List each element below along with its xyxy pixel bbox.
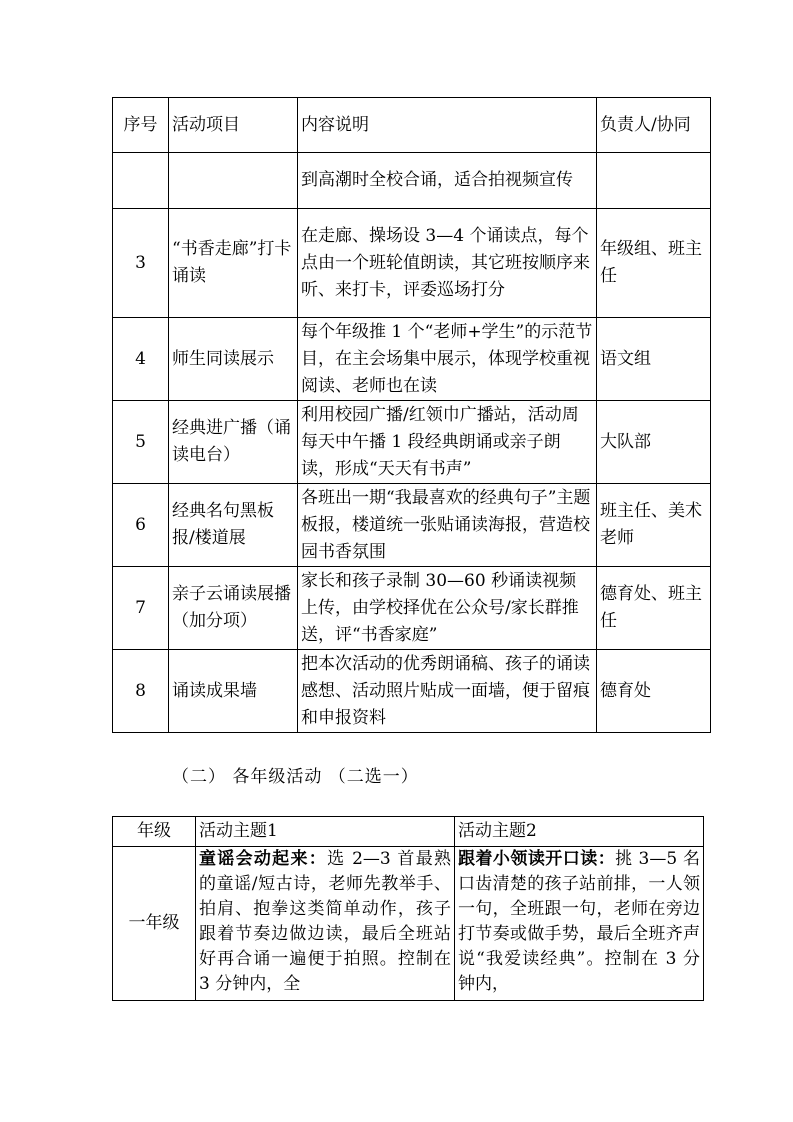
cell-theme1 xyxy=(196,847,455,1001)
theme1-title: 童谣会动起来： xyxy=(199,849,328,869)
table-row xyxy=(113,650,711,733)
theme1-text: 选 2—3 首最熟的童谣/短古诗，老师先教举手、拍肩、抱拳这类简单动作，孩子跟着节奏边做边读，最后全班站好再合诵一遍便于拍照。控制在 3 分钟内，全 xyxy=(199,849,451,994)
header-content: 内容说明 xyxy=(298,98,597,153)
header-activity: 活动项目 xyxy=(169,98,298,153)
cell-content: 家长和孩子录制 30—60 秒诵读视频上传，由学校择优在公众号/家长群推送，评“书香家庭” xyxy=(298,567,597,650)
section-title: （二） 各年级活动 （二选一） xyxy=(172,767,419,787)
theme2-text: 挑 3—5 名口齿清楚的孩子站前排，一人领一句，全班跟一句，老师在旁边打节奏或做手势，最后全班齐声说“我爱读经典”。控制在 3 分钟内， xyxy=(458,849,700,994)
table-row xyxy=(113,401,711,484)
cell-owner: 年级组、班主任 xyxy=(597,209,711,318)
cell-owner: 班主任、美术老师 xyxy=(597,484,711,567)
header-theme2: 活动主题2 xyxy=(455,817,704,847)
cell-owner: 语文组 xyxy=(597,318,711,401)
cell-activity: 亲子云诵读展播（加分项） xyxy=(169,567,298,650)
header-grade: 年级 xyxy=(113,817,196,847)
cell-theme2 xyxy=(455,847,704,1001)
cell-activity: 经典名句黑板报/楼道展 xyxy=(169,484,298,567)
cell-content: 在走廊、操场设 3—4 个诵读点，每个点由一个班轮值朗读，其它班按顺序来听、来打卡，评委巡场打分 xyxy=(298,209,597,318)
cell-activity: “书香走廊”打卡诵读 xyxy=(169,209,298,318)
cell-number: 8 xyxy=(113,650,169,733)
table-row xyxy=(113,847,704,1001)
grade-activity-table xyxy=(112,816,704,1001)
table-row xyxy=(113,209,711,318)
cell-owner xyxy=(597,153,711,209)
header-owner: 负责人/协同 xyxy=(597,98,711,153)
table-row xyxy=(113,567,711,650)
cell-number: 4 xyxy=(113,318,169,401)
cell-owner: 大队部 xyxy=(597,401,711,484)
cell-activity: 经典进广播（诵读电台） xyxy=(169,401,298,484)
cell-content: 每个年级推 1 个“老师+学生”的示范节目，在主会场集中展示，体现学校重视阅读、老师也在读 xyxy=(298,318,597,401)
table-row xyxy=(113,318,711,401)
header-number: 序号 xyxy=(113,98,169,153)
table-header-row xyxy=(113,817,704,847)
cell-number xyxy=(113,153,169,209)
cell-grade: 一年级 xyxy=(113,847,196,1001)
cell-content: 利用校园广播/红领巾广播站，活动周每天中午播 1 段经典朗诵或亲子朗读，形成“天天有书声” xyxy=(298,401,597,484)
header-theme1: 活动主题1 xyxy=(196,817,455,847)
cell-number: 7 xyxy=(113,567,169,650)
activity-table xyxy=(112,97,711,733)
cell-content: 把本次活动的优秀朗诵稿、孩子的诵读感想、活动照片贴成一面墙，便于留痕和申报资料 xyxy=(298,650,597,733)
cell-number: 5 xyxy=(113,401,169,484)
cell-content: 各班出一期“我最喜欢的经典句子”主题板报，楼道统一张贴诵读海报，营造校园书香氛围 xyxy=(298,484,597,567)
cell-content: 到高潮时全校合诵，适合拍视频宣传 xyxy=(298,153,597,209)
cell-activity xyxy=(169,153,298,209)
cell-activity: 诵读成果墙 xyxy=(169,650,298,733)
table-header-row xyxy=(113,98,711,153)
cell-activity: 师生同读展示 xyxy=(169,318,298,401)
cell-number: 3 xyxy=(113,209,169,318)
cell-number: 6 xyxy=(113,484,169,567)
cell-owner: 德育处、班主任 xyxy=(597,567,711,650)
theme2-title: 跟着小领读开口读： xyxy=(458,849,616,869)
table-row xyxy=(113,484,711,567)
cell-owner: 德育处 xyxy=(597,650,711,733)
table-row xyxy=(113,153,711,209)
